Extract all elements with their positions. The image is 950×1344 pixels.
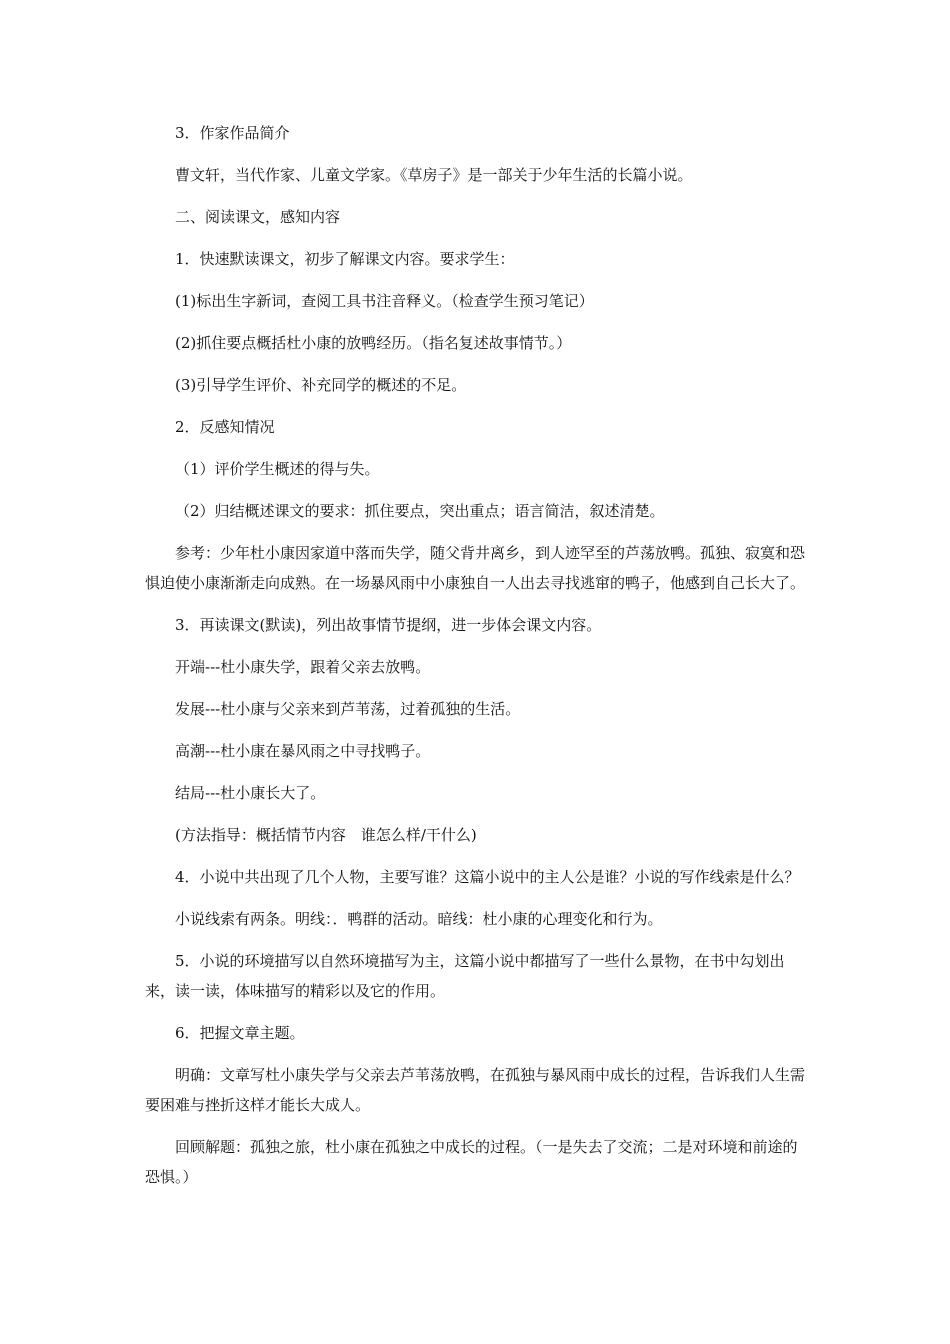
section-heading: 3．作家作品简介 (175, 124, 290, 142)
document-body (145, 118, 810, 1204)
plot-outline-item: 高潮---杜小康在暴风雨之中寻找鸭子。 (175, 742, 431, 760)
paragraph: 回顾解题：孤独之旅，杜小康在孤独之中成长的过程。（一是失去了交流；二是对环境和前途的恐惧。） (145, 1138, 798, 1186)
list-item: 2．反感知情况 (175, 418, 275, 436)
method-note: (方法指导：概括情节内容 谁怎么样/干什么) (175, 826, 477, 844)
plot-outline-item: 发展---杜小康与父亲来到芦苇荡，过着孤独的生活。 (175, 700, 521, 718)
list-item: (3)引导学生评价、补充同学的概述的不足。 (175, 376, 467, 394)
list-item: （2）归结概述课文的要求：抓住要点，突出重点；语言简洁，叙述清楚。 (175, 502, 665, 520)
list-item: （1）评价学生概述的得与失。 (175, 460, 380, 478)
paragraph: 曹文轩，当代作家、儿童文学家。《草房子》是一部关于少年生活的长篇小说。 (175, 166, 693, 184)
paragraph: 小说线索有两条。明线：．鸭群的活动。暗线：杜小康的心理变化和行为。 (175, 910, 663, 928)
paragraph: 参考：少年杜小康因家道中落而失学，随父背井离乡，到人迹罕至的芦荡放鸭。孤独、寂寞和恐惧迫使小康渐渐走向成熟。在一场暴风雨中小康独自一人出去寻找逃窜的鸭子，他感到自己长大了。 (145, 544, 806, 592)
plot-outline-item: 开端---杜小康失学，跟着父亲去放鸭。 (175, 658, 431, 676)
section-heading: 二、阅读课文，感知内容 (175, 208, 341, 226)
list-item: (2)抓住要点概括杜小康的放鸭经历。（指名复述故事情节。） (175, 334, 572, 352)
plot-outline-item: 结局---杜小康长大了。 (175, 784, 326, 802)
paragraph: 明确：文章写杜小康失学与父亲去芦苇荡放鸭，在孤独与暴风雨中成长的过程，告诉我们人生需要困难与挫折这样才能长大成人。 (145, 1066, 806, 1114)
list-item: (1)标出生字新词，查阅工具书注音释义。（检查学生预习笔记） (175, 292, 594, 310)
list-item: 5．小说的环境描写以自然环境描写为主，这篇小说中都描写了一些什么景物，在书中勾划出来，读一读，体味描写的精彩以及它的作用。 (145, 952, 785, 1000)
list-item: 1．快速默读课文，初步了解课文内容。要求学生： (175, 250, 515, 268)
list-item: 4．小说中共出现了几个人物，主要写谁？这篇小说中的主人公是谁？小说的写作线索是什么？ (175, 868, 800, 886)
list-item: 6．把握文章主题。 (175, 1024, 305, 1042)
list-item: 3．再读课文(默读)，列出故事情节提纲，进一步体会课文内容。 (175, 616, 602, 634)
